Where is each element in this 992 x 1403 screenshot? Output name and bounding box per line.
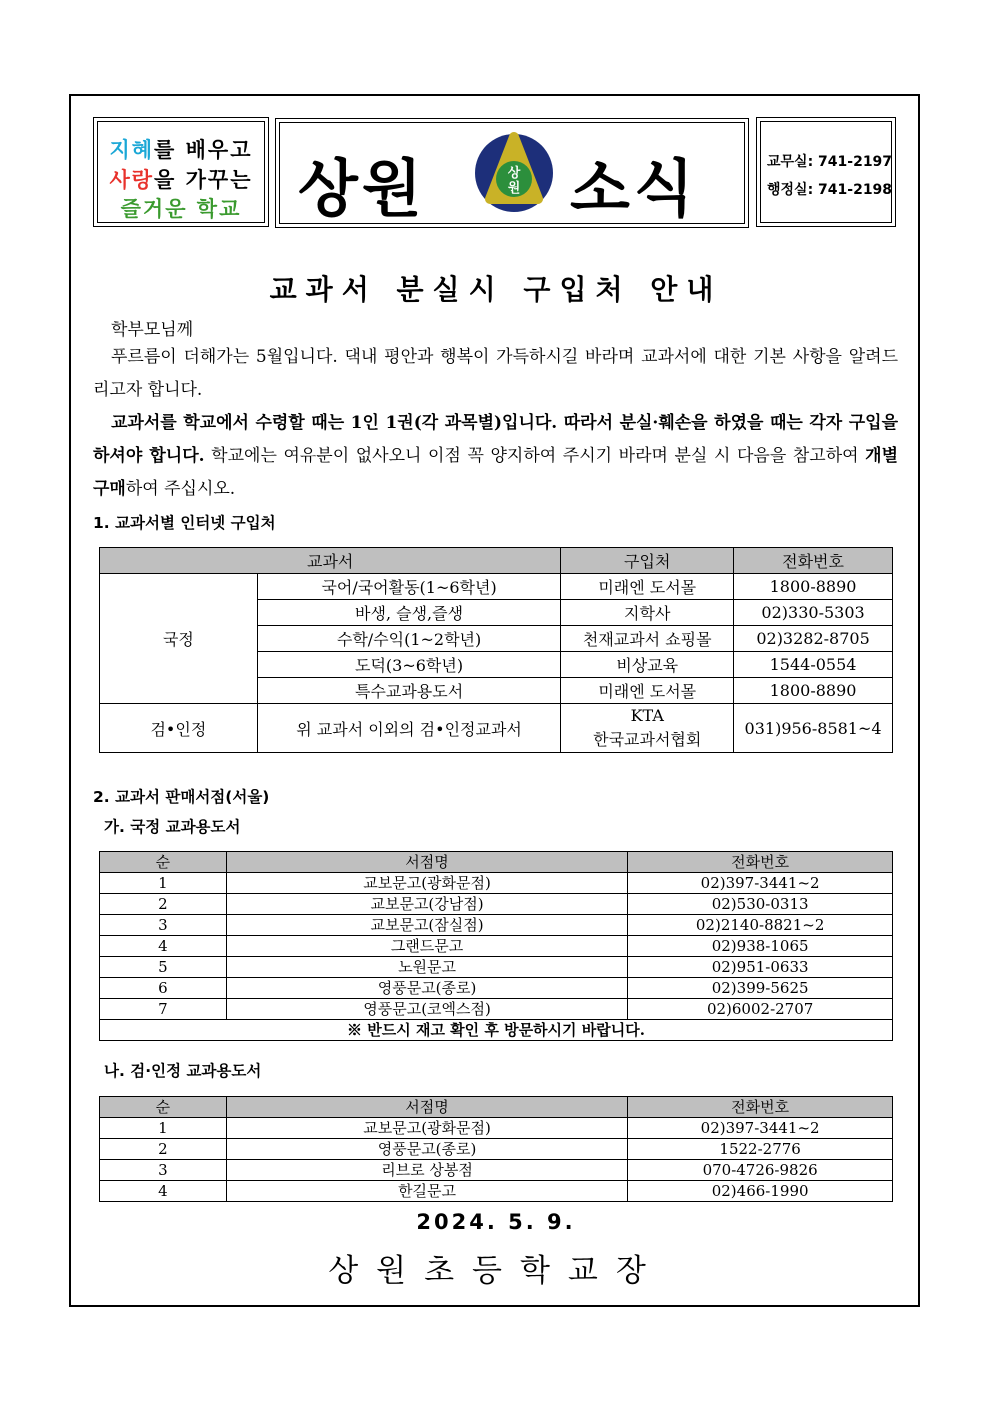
shop-line-2: 한국교과서협회 (593, 730, 702, 749)
cell-shop: 미래엔 도서몰 (561, 678, 734, 704)
cell-no: 4 (100, 936, 227, 957)
school-motto-box (93, 117, 269, 227)
paragraph-2: 교과서를 학교에서 수령할 때는 1인 1권(각 과목별)입니다. 따라서 분실·훼손을 하였을 때는 각자 구입을 하셔야 합니다. 학교에는 여유분이 없사오니 이점 꼭 양지하여 주시기 바라며 분실 시 다음을 참고하여 개별 구매하여 주십시오. (93, 413, 898, 499)
cell-phone: 1800-8890 (734, 678, 893, 704)
online-stores-table (99, 547, 893, 753)
cell-no: 3 (100, 1160, 227, 1181)
school-emblem-icon (472, 129, 556, 217)
cell-phone: 1544-0554 (734, 652, 893, 678)
svg-text:원: 원 (507, 181, 521, 196)
cell-book: 특수교과용도서 (257, 678, 561, 704)
cell-phone: 02)399-5625 (628, 978, 893, 999)
subsection-b-title: 나. 검·인정 교과용도서 (104, 1062, 262, 1080)
cell-store: 한길문고 (226, 1181, 627, 1202)
cell-store: 리브로 상봉점 (226, 1160, 627, 1181)
cell-store: 교보문고(잠실점) (226, 915, 627, 936)
shop-line-1: KTA (630, 706, 664, 725)
header-no: 순 (100, 1097, 227, 1118)
cell-phone: 02)530-0313 (628, 894, 893, 915)
cell-store: 노원문고 (226, 957, 627, 978)
header-shop: 구입처 (561, 548, 734, 574)
cell-shop: 지학사 (561, 600, 734, 626)
cell-book: 수학/수익(1~2학년) (257, 626, 561, 652)
table-row (100, 1139, 893, 1160)
section-2-title: 2. 교과서 판매서점(서울) (93, 788, 270, 806)
cell-phone: 02)330-5303 (734, 600, 893, 626)
group-approved: 검•인정 (100, 704, 258, 753)
cell-phone: 02)397-3441~2 (628, 873, 893, 894)
motto-line-2: 사랑을 가꾸는 (109, 168, 253, 192)
cell-store: 그랜드문고 (226, 936, 627, 957)
newsletter-title-box (275, 118, 749, 228)
cell-store: 영풍문고(종로) (226, 978, 627, 999)
table-row (100, 873, 893, 894)
header-store: 서점명 (226, 1097, 627, 1118)
table-row (100, 999, 893, 1020)
cell-phone: 02)2140-8821~2 (628, 915, 893, 936)
cell-book: 위 교과서 이외의 검•인정교과서 (257, 704, 561, 753)
cell-phone: 031)956-8581~4 (734, 704, 893, 753)
cell-phone: 02)951-0633 (628, 957, 893, 978)
title-left: 상원 (298, 152, 426, 225)
cell-no: 6 (100, 978, 227, 999)
table-row (100, 894, 893, 915)
table-row (100, 936, 893, 957)
group-national: 국정 (100, 574, 258, 704)
section-1-title: 1. 교과서별 인터넷 구입처 (93, 514, 276, 532)
contact-line-1: 교무실: 741-2197 (767, 154, 893, 170)
cell-book: 바생, 슬생,즐생 (257, 600, 561, 626)
cell-phone: 02)6002-2707 (628, 999, 893, 1020)
cell-phone: 1522-2776 (628, 1139, 893, 1160)
cell-no: 3 (100, 915, 227, 936)
cell-store: 영풍문고(코엑스점) (226, 999, 627, 1020)
cell-no: 7 (100, 999, 227, 1020)
header-phone: 전화번호 (628, 852, 893, 873)
cell-phone: 02)938-1065 (628, 936, 893, 957)
cell-shop (561, 704, 734, 753)
table-row (100, 1181, 893, 1202)
cell-no: 2 (100, 894, 227, 915)
cell-no: 1 (100, 1118, 227, 1139)
table-row (100, 1118, 893, 1139)
issue-date: 2024. 5. 9. (416, 1210, 576, 1234)
cell-phone: 02)397-3441~2 (628, 1118, 893, 1139)
header-phone: 전화번호 (734, 548, 893, 574)
table-row (100, 915, 893, 936)
cell-phone: 02)466-1990 (628, 1181, 893, 1202)
approved-stores-table (99, 1096, 893, 1202)
national-stores-table (99, 851, 893, 1041)
cell-no: 1 (100, 873, 227, 894)
cell-phone: 02)3282-8705 (734, 626, 893, 652)
table-row (100, 957, 893, 978)
cell-store: 교보문고(광화문점) (226, 1118, 627, 1139)
header-textbook: 교과서 (100, 548, 561, 574)
cell-no: 5 (100, 957, 227, 978)
cell-no: 2 (100, 1139, 227, 1160)
cell-store: 교보문고(광화문점) (226, 873, 627, 894)
notice-note: ※ 반드시 재고 확인 후 방문하시기 바랍니다. (100, 1020, 893, 1041)
cell-book: 국어/국어활동(1~6학년) (257, 574, 561, 600)
contact-line-2: 행정실: 741-2198 (767, 182, 893, 198)
cell-book: 도덕(3~6학년) (257, 652, 561, 678)
title-right: 소식 (570, 152, 698, 225)
motto-line-3: 즐거운 학교 (120, 197, 242, 221)
subsection-a-title: 가. 국정 교과용도서 (104, 818, 241, 836)
cell-shop: 미래엔 도서몰 (561, 574, 734, 600)
motto-line-1: 지혜를 배우고 (109, 138, 253, 162)
cell-store: 교보문고(강남점) (226, 894, 627, 915)
table-row (100, 574, 893, 600)
table-row (100, 978, 893, 999)
cell-store: 영풍문고(종로) (226, 1139, 627, 1160)
header-store: 서점명 (226, 852, 627, 873)
cell-phone: 070-4726-9826 (628, 1160, 893, 1181)
header-phone: 전화번호 (628, 1097, 893, 1118)
principal-signature: 상원초등학교장 (328, 1253, 664, 1289)
notice-title: 교과서 분실시 구입처 안내 (269, 273, 723, 306)
header-no: 순 (100, 852, 227, 873)
greeting: 학부모님께 (111, 320, 194, 340)
svg-text:상: 상 (507, 166, 521, 181)
contact-box (756, 117, 896, 227)
cell-no: 4 (100, 1181, 227, 1202)
cell-shop: 비상교육 (561, 652, 734, 678)
table-row (100, 704, 893, 753)
paragraph-1: 푸르름이 더해가는 5월입니다. 댁내 평안과 행복이 가득하시길 바라며 교과서에 대한 기본 사항을 알려드리고자 합니다. (93, 347, 898, 400)
cell-shop: 천재교과서 쇼핑몰 (561, 626, 734, 652)
table-row (100, 1160, 893, 1181)
cell-phone: 1800-8890 (734, 574, 893, 600)
